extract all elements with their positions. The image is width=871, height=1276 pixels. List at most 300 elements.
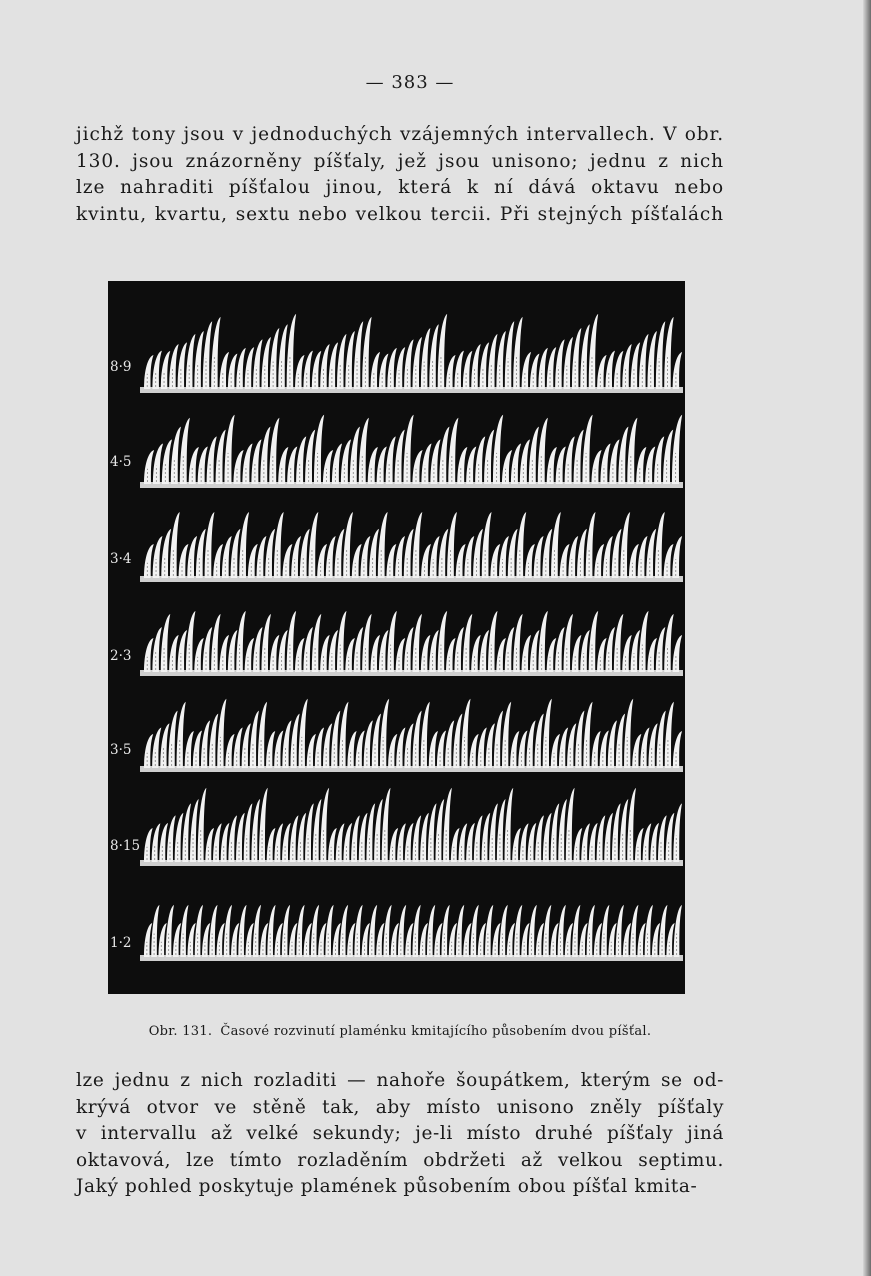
flame-mark — [180, 905, 188, 957]
text-line: jichž tony jsou v jednoduchých vzájemných intervallech. V obr. — [76, 124, 724, 145]
flame-mark — [505, 321, 514, 389]
flame-mark — [228, 354, 237, 389]
flame-mark — [361, 536, 371, 578]
flame-mark — [438, 314, 447, 389]
flame-mark — [265, 529, 275, 578]
flame-mark — [427, 905, 435, 957]
flame-mark — [650, 823, 659, 862]
flame-mark — [564, 614, 573, 672]
flame-mark — [543, 699, 552, 768]
flame-mark — [516, 512, 526, 578]
flame-mark — [507, 923, 515, 957]
flame-mark — [369, 905, 377, 957]
flame-mark — [287, 611, 296, 672]
flame-mark — [345, 331, 354, 389]
text-line: lze jednu z nich rozladiti — nahoře šoupátkem, kterým se od- — [76, 1070, 724, 1091]
flame-mark — [474, 815, 483, 862]
flame-mark — [413, 905, 421, 957]
flame-mark — [604, 813, 613, 862]
row-label-1-2: 1·2 — [110, 935, 132, 951]
flame-mark — [404, 529, 414, 578]
flame-mark — [194, 331, 203, 389]
flame-mark — [463, 351, 472, 389]
flame-mark — [343, 823, 352, 862]
flame-mark — [387, 611, 396, 672]
flame-mark — [205, 828, 214, 862]
flame-mark — [579, 923, 587, 957]
flame-mark — [643, 823, 652, 862]
flame-mark — [488, 611, 497, 672]
flame-mark — [505, 627, 514, 672]
row-label-8-9: 8·9 — [110, 359, 132, 375]
flame-mark — [508, 529, 518, 578]
flame-mark — [244, 803, 253, 862]
flame-mark — [217, 699, 226, 768]
flame-mark — [209, 714, 218, 768]
flame-mark — [291, 536, 301, 578]
flame-mark — [270, 635, 279, 672]
flame-mark — [429, 630, 438, 672]
flame-mark — [216, 430, 226, 484]
flame-mark — [382, 788, 391, 862]
flame-mark — [529, 905, 537, 957]
flame-mark — [421, 544, 431, 578]
flame-mark — [362, 923, 370, 957]
flame-mark — [209, 905, 217, 957]
flame-mark — [609, 439, 619, 484]
flame-mark — [620, 512, 630, 578]
caption-lead: Obr. 131. — [148, 1024, 213, 1039]
flame-mark — [152, 351, 161, 389]
flame-mark — [362, 614, 371, 672]
flame-mark — [161, 351, 170, 389]
flame-mark — [182, 803, 191, 862]
flame-mark — [193, 730, 202, 768]
flame-mark — [169, 635, 178, 672]
flame-mark — [429, 731, 438, 768]
flame-mark — [434, 923, 442, 957]
flame-mark — [337, 611, 346, 672]
page-number: — 383 — — [365, 72, 455, 93]
flame-mark — [528, 823, 537, 862]
flame-mark — [312, 614, 321, 672]
flame-mark — [526, 720, 535, 768]
flame-mark — [347, 731, 356, 768]
flame-mark — [282, 823, 291, 862]
flame-mark — [597, 815, 606, 862]
flame-mark — [577, 529, 587, 578]
flame-mark — [258, 702, 267, 768]
flame-mark — [261, 614, 270, 672]
flame-mark — [603, 536, 613, 578]
flame-strip — [140, 512, 683, 582]
text-line: Jaký pohled poskytuje plamének působením obou píšťal kmita- — [76, 1176, 698, 1197]
flame-mark — [568, 536, 578, 578]
flame-mark — [471, 344, 480, 389]
flame-mark — [439, 427, 449, 484]
flame-mark — [202, 923, 210, 957]
text-line: v intervallu až velké sekundy; je-li místo druhé píšťaly jiná — [76, 1123, 724, 1144]
flame-mark — [303, 351, 312, 389]
flame-mark — [630, 905, 638, 957]
flame-mark — [311, 905, 319, 957]
flame-mark — [672, 415, 682, 484]
flame-mark — [658, 815, 667, 862]
flame-mark — [521, 923, 529, 957]
flame-mark — [329, 630, 338, 672]
flame-mark — [374, 799, 383, 862]
flame-mark — [635, 828, 644, 862]
flame-mark — [601, 905, 609, 957]
flame-mark — [572, 905, 580, 957]
flame-mark — [213, 823, 222, 862]
flame-mark — [454, 351, 463, 389]
flame-mark — [589, 823, 598, 862]
flame-mark — [522, 352, 531, 389]
flame-mark — [529, 427, 539, 484]
flame-mark — [220, 352, 229, 389]
flame-mark — [574, 828, 583, 862]
flame-mark — [295, 355, 304, 389]
flame-mark — [636, 447, 646, 484]
flame-mark — [580, 630, 589, 672]
flame-mark — [513, 614, 522, 672]
flame-mark — [159, 923, 167, 957]
flame-mark — [170, 512, 180, 578]
flame-mark — [480, 630, 489, 672]
flame-mark — [659, 905, 667, 957]
flame-mark — [278, 630, 287, 672]
flame-mark — [600, 443, 610, 484]
row-label-8-15: 8·15 — [110, 838, 141, 854]
flame-mark — [328, 828, 337, 862]
flame-mark — [513, 317, 522, 389]
flame-mark — [535, 815, 544, 862]
flame-mark — [556, 446, 566, 484]
flame-mark — [289, 923, 297, 957]
flame-mark — [242, 443, 252, 484]
flame-mark — [478, 923, 486, 957]
flame-mark — [259, 788, 268, 862]
flame-mark — [612, 529, 622, 578]
flame-mark — [663, 430, 673, 484]
flame-mark — [343, 512, 353, 578]
flame-mark — [496, 638, 505, 672]
flame-mark — [234, 450, 244, 484]
flame-mark — [629, 544, 639, 578]
flame-mark — [287, 314, 296, 389]
flame-mark — [350, 427, 360, 484]
flame-mark — [457, 447, 467, 484]
flame-mark — [492, 923, 500, 957]
flame-mark — [278, 447, 288, 484]
flame-mark — [456, 905, 464, 957]
flame-mark — [368, 447, 378, 484]
flame-mark — [464, 536, 474, 578]
flame-mark — [339, 702, 348, 768]
flame-mark — [622, 344, 631, 389]
flame-mark — [371, 352, 380, 389]
flame-mark — [664, 614, 673, 672]
flame-mark — [213, 544, 223, 578]
flame-figure-image — [108, 281, 685, 994]
flame-mark — [404, 627, 413, 672]
flame-mark — [161, 614, 170, 672]
row-label-2-3: 2·3 — [110, 648, 132, 664]
flame-mark — [228, 630, 237, 672]
flame-mark — [567, 723, 576, 768]
flame-mark — [211, 614, 220, 672]
flame-mark — [307, 734, 316, 768]
flame-mark — [274, 730, 283, 768]
flame-mark — [612, 803, 621, 862]
flame-mark — [525, 544, 535, 578]
flame-mark — [189, 447, 199, 484]
flame-mark — [445, 720, 454, 768]
top-paragraph — [76, 122, 724, 228]
flame-mark — [482, 512, 492, 578]
flame-mark — [482, 813, 491, 862]
flame-mark — [198, 788, 207, 862]
flame-mark — [673, 803, 682, 862]
flame-mark — [318, 923, 326, 957]
flame-mark — [471, 905, 479, 957]
flame-mark — [260, 427, 270, 484]
flame-mark — [320, 788, 329, 862]
flame-mark — [190, 799, 199, 862]
flame-mark — [166, 905, 174, 957]
flame-mark — [438, 611, 447, 672]
row-label-3-5: 3·5 — [110, 742, 132, 758]
flame-mark — [203, 321, 212, 389]
flame-mark — [652, 923, 660, 957]
flame-mark — [185, 731, 194, 768]
flame-mark — [592, 450, 602, 484]
flame-mark — [674, 905, 682, 957]
flame-mark — [201, 720, 210, 768]
flame-mark — [446, 638, 455, 672]
flame-mark — [178, 630, 187, 672]
flame-mark — [388, 734, 397, 768]
flame-mark — [597, 355, 606, 389]
flame-mark — [239, 512, 249, 578]
flame-mark — [161, 529, 171, 578]
flame-mark — [299, 699, 308, 768]
flame-mark — [543, 905, 551, 957]
flame-mark — [454, 627, 463, 672]
flame-mark — [251, 439, 261, 484]
flame-mark — [616, 905, 624, 957]
flame-mark — [177, 702, 186, 768]
flame-mark — [639, 334, 648, 389]
flame-mark — [605, 351, 614, 389]
flame-mark — [451, 828, 460, 862]
flame-mark — [290, 714, 299, 768]
flame-mark — [428, 803, 437, 862]
flame-mark — [530, 630, 539, 672]
flame-mark — [179, 544, 189, 578]
flame-mark — [167, 815, 176, 862]
flame-mark — [586, 512, 596, 578]
flame-mark — [673, 352, 682, 389]
flame-mark — [558, 905, 566, 957]
flame-mark — [317, 544, 327, 578]
flame-mark — [354, 627, 363, 672]
flame-mark — [380, 699, 389, 768]
flame-mark — [565, 923, 573, 957]
flame-mark — [242, 723, 251, 768]
flame-mark — [168, 711, 177, 768]
flame-mark — [534, 536, 544, 578]
flame-mark — [305, 803, 314, 862]
flame-mark — [638, 536, 648, 578]
flame-mark — [666, 923, 674, 957]
flame-mark — [195, 905, 203, 957]
flame-mark — [296, 905, 304, 957]
flame-mark — [144, 450, 154, 484]
flame-mark — [395, 430, 405, 484]
flame-mark — [666, 813, 675, 862]
flame-mark — [522, 635, 531, 672]
flame-strip — [140, 611, 683, 676]
flame-mark — [543, 813, 552, 862]
flame-mark — [313, 799, 322, 862]
flame-strip — [140, 314, 683, 393]
flame-mark — [486, 723, 495, 768]
flame-mark — [325, 905, 333, 957]
flame-mark — [364, 720, 373, 768]
flame-mark — [413, 614, 422, 672]
flame-mark — [499, 536, 509, 578]
flame-mark — [222, 536, 232, 578]
flame-mark — [645, 905, 653, 957]
flame-mark — [654, 436, 664, 484]
flame-mark — [536, 923, 544, 957]
flame-strip — [140, 788, 683, 866]
flame-mark — [175, 813, 184, 862]
flame-mark — [594, 544, 604, 578]
flame-mark — [640, 727, 649, 768]
flame-mark — [248, 544, 258, 578]
flame-mark — [198, 446, 208, 484]
flame-mark — [267, 828, 276, 862]
flame-mark — [538, 611, 547, 672]
flame-mark — [480, 342, 489, 389]
flame-mark — [366, 803, 375, 862]
flame-mark — [335, 529, 345, 578]
flame-mark — [616, 714, 625, 768]
flame-mark — [312, 351, 321, 389]
page-edge — [863, 0, 871, 1276]
flame-mark — [144, 923, 152, 957]
flame-mark — [484, 430, 494, 484]
flame-mark — [336, 823, 345, 862]
flame-mark — [459, 823, 468, 862]
flame-mark — [352, 544, 362, 578]
flame-mark — [160, 723, 169, 768]
flame-strip — [140, 905, 683, 961]
flame-mark — [647, 331, 656, 389]
flame-mark — [530, 354, 539, 389]
flame-mark — [228, 815, 237, 862]
flame-mark — [290, 815, 299, 862]
flame-mark — [304, 923, 312, 957]
flame-mark — [623, 923, 631, 957]
flame-mark — [261, 337, 270, 389]
flame-mark — [437, 730, 446, 768]
flame-mark — [250, 711, 259, 768]
flame-mark — [315, 727, 324, 768]
flame-mark — [547, 638, 556, 672]
flame-mark — [614, 614, 623, 672]
flame-mark — [564, 337, 573, 389]
bottom-paragraph — [76, 1068, 724, 1201]
flame-mark — [594, 923, 602, 957]
strip-base — [140, 576, 683, 582]
flame-mark — [608, 923, 616, 957]
text-line: oktavová, lze tímto rozladěním obdržeti až velkou septimu. — [76, 1149, 724, 1171]
flame-mark — [278, 324, 287, 389]
flame-mark — [323, 450, 333, 484]
flame-mark — [269, 418, 279, 484]
flame-mark — [396, 727, 405, 768]
flame-mark — [413, 450, 423, 484]
flame-mark — [236, 813, 245, 862]
flame-mark — [645, 446, 655, 484]
flame-mark — [337, 334, 346, 389]
flame-mark — [624, 699, 633, 768]
flame-mark — [505, 788, 514, 862]
flame-mark — [413, 337, 422, 389]
flame-mark — [485, 905, 493, 957]
flame-mark — [246, 923, 254, 957]
flame-mark — [589, 611, 598, 672]
flame-mark — [489, 803, 498, 862]
flame-mark — [386, 436, 396, 484]
flame-mark — [371, 635, 380, 672]
flame-mark — [442, 905, 450, 957]
flame-mark — [558, 799, 567, 862]
flame-mark — [224, 905, 232, 957]
flame-mark — [159, 823, 168, 862]
flame-mark — [565, 436, 575, 484]
flame-mark — [453, 714, 462, 768]
flame-mark — [438, 529, 448, 578]
flame-mark — [378, 512, 388, 578]
flame-mark — [497, 799, 506, 862]
flame-mark — [443, 788, 452, 862]
flame-mark — [555, 339, 564, 389]
flame-mark — [655, 512, 665, 578]
flame-mark — [538, 348, 547, 389]
flame-mark — [665, 702, 674, 768]
flame-mark — [351, 815, 360, 862]
flame-mark — [510, 731, 519, 768]
flame-mark — [429, 324, 438, 389]
flame-mark — [473, 529, 483, 578]
flame-strip — [140, 699, 683, 772]
flame-mark — [331, 711, 340, 768]
flame-mark — [463, 923, 471, 957]
flame-mark — [238, 905, 246, 957]
flame-mark — [282, 720, 291, 768]
row-label-3-4: 3·4 — [110, 551, 132, 567]
flame-mark — [627, 418, 637, 484]
flame-mark — [207, 436, 217, 484]
flame-mark — [494, 711, 503, 768]
flame-mark — [173, 923, 181, 957]
flame-mark — [587, 905, 595, 957]
